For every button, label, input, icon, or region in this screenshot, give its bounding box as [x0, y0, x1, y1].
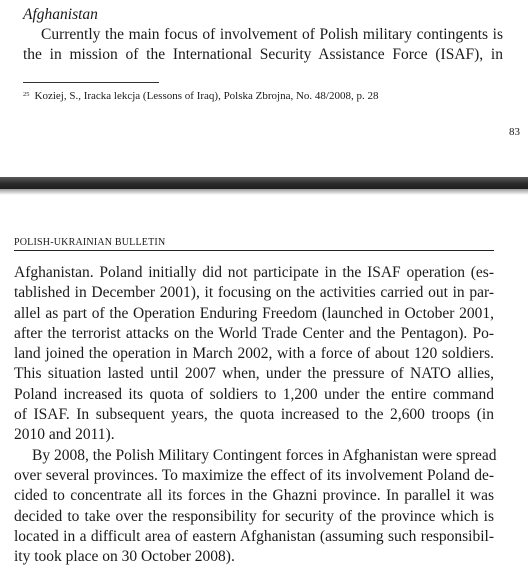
text-line: after the terrorist attacks on the World Trade Center and the Pentagon). Po-	[14, 324, 494, 342]
text-line: of ISAF. In subsequent years, the quota increased to the 2,600 troops (in	[14, 406, 494, 424]
section-heading: Afghanistan	[23, 6, 98, 23]
header-rule	[14, 250, 494, 251]
footnote	[23, 88, 378, 104]
text-line: tablished in December 2001), it focusing on the activities carried out in par-	[14, 284, 494, 302]
footnote-number: 25	[23, 91, 30, 98]
text-line: 2010 and 2011).	[14, 426, 115, 444]
text-line: allel as part of the Operation Enduring Freedom (launched in October 2001,	[14, 304, 494, 322]
text-line: By 2008, the Polish Military Contingent forces in Afghanistan were spread	[32, 446, 497, 464]
footnote-rule	[23, 82, 159, 83]
text-line: cided to concentrate all its forces in the Ghazni province. In parallel it was	[14, 487, 494, 505]
paragraph-text: Currently the main focus of involvement of Polish military contingents is the in mission of the International Security Assistance Force (ISAF), in	[23, 26, 503, 63]
text-line: ity took place on 30 October 2008).	[14, 548, 235, 566]
text-line: over several provinces. To maximize the effect of its involvement Poland de-	[14, 466, 494, 484]
footnote-text: Koziej, S., Iracka lekcja (Lessons of Iraq), Polska Zbrojna, No. 48/2008, p. 28	[34, 90, 379, 102]
text-line: decided to take over the responsibility for security of the province which is	[14, 507, 494, 525]
paragraph-continued	[23, 25, 503, 65]
body-text	[14, 263, 497, 567]
text-line: Poland increased its quota of soldiers to 1,200 under the entire command	[14, 385, 494, 403]
page-divider-shadow	[0, 189, 528, 195]
text-line: Afghanistan. Poland initially did not participate in the ISAF operation (es-	[14, 264, 494, 281]
text-line: located in a difficult area of eastern Afghanistan (assuming such responsibil-	[14, 527, 494, 545]
running-header: POLISH-UKRAINIAN BULLETIN	[14, 237, 166, 248]
text-line: This situation lasted until 2007 when, under the pressure of NATO allies,	[14, 365, 494, 383]
upper-page	[0, 0, 528, 176]
page-divider	[0, 177, 528, 189]
text-line: land joined the operation in March 2002, with a force of about 120 soldiers.	[14, 345, 494, 363]
page-number: 83	[509, 126, 520, 138]
